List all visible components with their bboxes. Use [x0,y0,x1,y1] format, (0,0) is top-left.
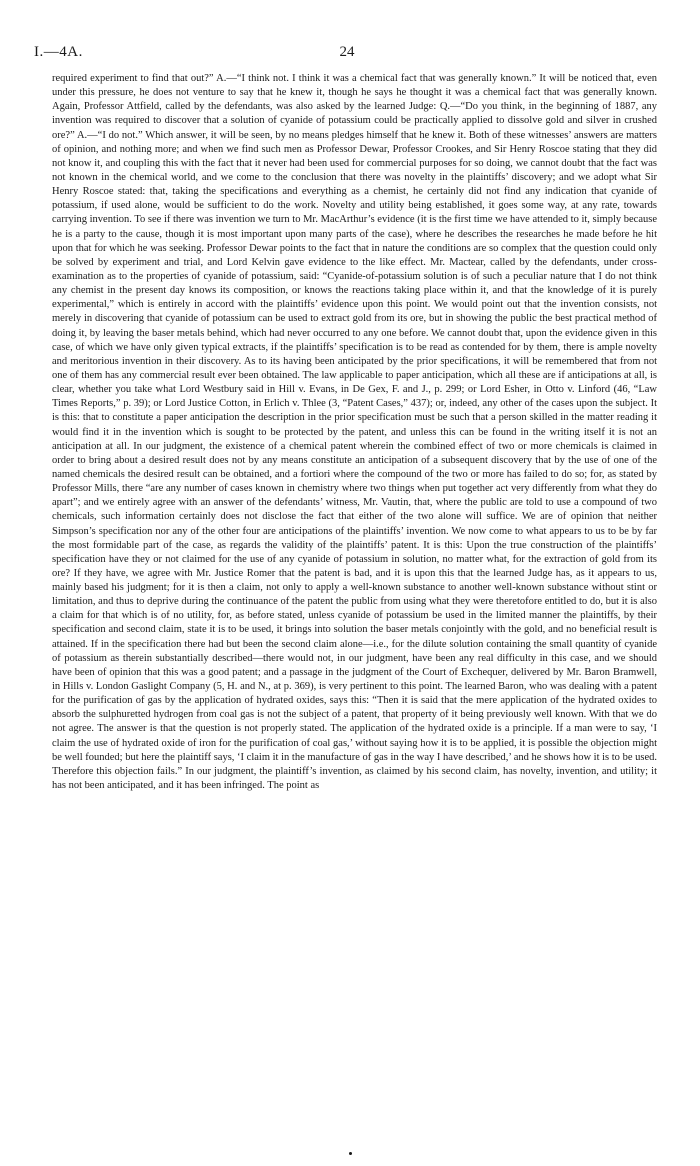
paragraph-judgment-text: required experiment to find that out?” A.—“I think not. I think it was a chemical fact that was generally known.” It will be noticed that, even under this pressure, he does not venture to say that he knew it, though he says he thought it was a chemical fact that was generally known. Again, Professor Attfield, called by the defendants, was also asked by the learned Judge: Q.—“Do you think, in the beginning of 1887, any invention was required to discover that a solution of cyanide of potassium could be practically applied to dissolve gold and silver in crushed ore?” A.—“I do not.” Which answer, it will be seen, by no means pledges himself that he knew it. Both of these witnesses’ answers are matters of opinion, and nothing more; and when we find such men as Professor Dewar, Professor Crookes, and Sir Henry Roscoe stating that they did not know it, and coupling this with the fact that it never had been used for commercial purposes for so doing, we cannot doubt that the fact was not known in the chemical world, and we come to the conclusion that there was novelty in the plaintiffs’ discovery; and we adopt what Sir Henry Roscoe stated: that, taking the specifications and everything as a chemist, he certainly did not find any indication that cyanide of potassium, if used alone, would be sufficient to do the work. Novelty and utility being established, it goes some way, at any rate, towards carrying invention. To see if there was invention we turn to Mr. MacArthur’s evidence (it is the first time we have attended to it, simply because he is a party to the cause, though it is most important upon many parts of the case), where he describes the researches he made before he hit upon that for which he was seeking. Professor Dewar points to the fact that in nature the conditions are so complex that the question could only be solved by experiment and trial, and Lord Kelvin gave evidence to the like effect. Mr. Mactear, called by the defendants, under cross-examination as to the properties of cyanide of potassium, said: “Cyanide-of-potassium solution is of such a peculiar nature that I do not think any chemist in the present day knows its composition, or knows the reactions taking place within it, and that the knowledge of it is purely experimental,” which is entirely in accord with the plaintiffs’ evidence upon this point. We would point out that the invention consists, not merely in discovering that cyanide of potassium can be used to extract gold from its ore, but in showing the public the best practical method of doing it, by leaving the baser metals behind, which had never occurred to any one before. We cannot doubt that, upon the evidence given in this case, of which we have only given typical extracts, if the plaintiffs’ specification is to be read as contended for by them, there is ample novelty and meritorious invention in their discovery. As to its having been anticipated by the prior specifications, it will be remembered that from not one of them has any commercial result ever been obtained. The law applicable to paper anticipation, which all these are if anticipations at all, is clear, whether you take what Lord Westbury said in Hill v. Evans, in De Gex, F. and J., p. 299; or Lord Esher, in Otto v. Linford (46, “Law Times Reports,” p. 39); or Lord Justice Cotton, in Erlich v. Thlee (3, “Patent Cases,” 437); or, indeed, any other of the cases upon the subject. It is this: that to constitute a paper anticipation the description in the prior specification must be such that a person skilled in the matter reading it would find it in the invention which is sought to be protected by the patent, and unless this can be found in the writing itself it is not an anticipation at all. In our judgment, the existence of a chemical patent wherein the combined effect of two or more chemicals is claimed in order to bring about a desired result does not by any means constitute an anticipation of a subsequent discovery that by the use of one of the named chemicals the desired result can be obtained, and a fortiori where the compound of the two or more has failed to do so; for, as stated by Professor Mills, there “are any number of cases known in chemistry where two things when put together act very differently from what they do apart”; and we entirely agree with an answer of the defendants’ witness, Mr. Vautin, that, where the public are told to use a compound of two chemicals, such information certainly does not disclose the fact that either of the two alone will suffice. We are of opinion that neither Simpson’s specification nor any of the other four are anticipations of the plaintiffs’ invention. We now come to what appears to us to be by far the most formidable part of the case, as regards the validity of the plaintiffs’ patent. It is this: Upon the true construction of the plaintiffs’ specification have they or not claimed for the use of any cyanide of potassium in solution, no matter what, for the extraction of gold from its ore? If they have, we agree with Mr. Justice Romer that the patent is bad, and it is upon this that the learned Judge has, as it appears to us, mainly based his judgment; for it is then a claim, not only to apply a well-known substance to another well-known substance without stint or limitation, and thus to deprive during the continuance of the patent the public from using what they were theretofore entitled to do, but it is also a claim for that which is of no utility, for, as before stated, unless cyanide of potassium be used in the limited manner the plaintiffs, by their specification and second claim, state it is to be used, it brings into solution the baser metals conjointly with the gold, and no beneficial result is attained. If in the specification there had but been the second claim alone—i.e., for the dilute solution containing the small quantity of cyanide of potassium as therein substantially described—there would not, in our judgment, have been any real difficulty in this case, and we should have been of opinion that this was a good patent; and a passage in the judgment of the Court of Exchequer, delivered by Mr. Baron Bramwell, in Hills v. London Gaslight Company (5, H. and N., at p. 369), is very pertinent to this point. The learned Baron, who was dealing with a patent for the purification of gas by the application of hydrated oxides, says this: “Then it is said that the mere application of the hydrated oxides to absorb the sulphuretted hydrogen from coal gas is not the subject of a patent, that property of it being previously well known. With that we do not agree. The answer is that the question is not properly stated. The application of the hydrated oxide is a principle. If a man were to say, ‘I claim the use of hydrated oxide of iron for the purification of coal gas,’ without saying how it is to be applied, it is possible the objection might be well founded; but here the plaintiff says, ‘I claim it in the manufacture of gas in the way I have described,’ and he shows how it is to be used. Therefore this objection fails.” In our judgment, the plaintiff’s invention, as claimed by his second claim, has novelty, invention, and utility; it has not been anticipated, and it has been infringed. The point as [52,73,657,792]
footer-dot-mark [349,1152,352,1155]
page-header [34,44,660,62]
page-number: 24 [339,44,355,60]
document-reference: I.—4A. [34,44,83,60]
body-text-column [52,72,657,1136]
